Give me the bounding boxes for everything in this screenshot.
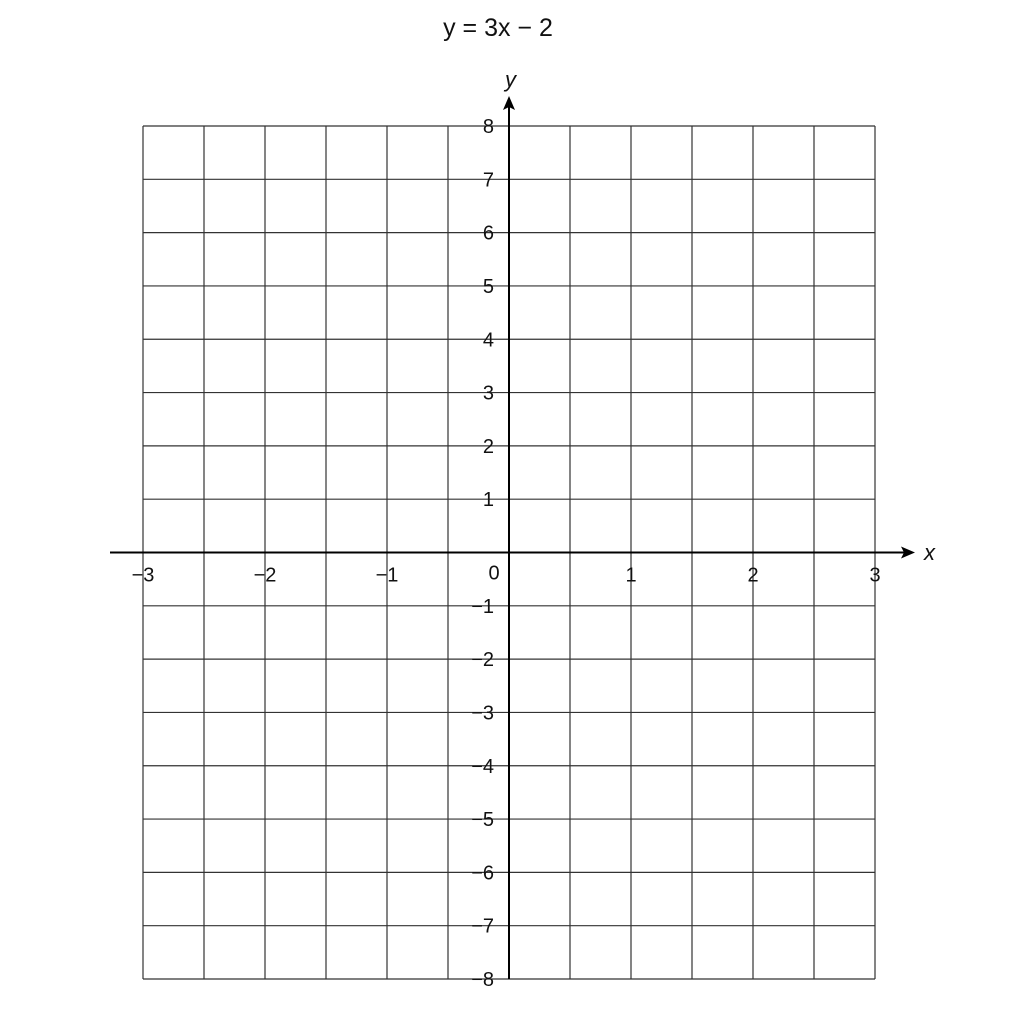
axes <box>110 96 915 979</box>
y-tick-label: 2 <box>482 435 494 458</box>
origin-label: 0 <box>488 562 500 585</box>
y-tick-label: 1 <box>482 489 494 512</box>
y-tick-label: 6 <box>482 222 494 245</box>
x-tick-label: 3 <box>869 564 881 587</box>
x-axis-label: x <box>924 540 935 565</box>
x-tick-label: −2 <box>253 564 277 587</box>
y-tick-label: −4 <box>471 755 494 778</box>
y-tick-label: −7 <box>471 915 494 938</box>
y-tick-label: 8 <box>482 116 494 138</box>
y-tick-label: −8 <box>471 969 494 991</box>
y-tick-label: −1 <box>471 595 494 618</box>
chart-title: y = 3x − 2 <box>443 14 553 42</box>
x-tick-label: −3 <box>131 564 155 587</box>
x-tick-label: 2 <box>747 564 759 587</box>
x-tick-label: 1 <box>625 564 637 587</box>
x-tick-label: −1 <box>375 564 399 587</box>
y-tick-label: 4 <box>482 329 494 352</box>
y-tick-label: −6 <box>471 862 494 885</box>
y-axis-label: y <box>505 67 516 92</box>
y-tick-label: −5 <box>471 809 494 832</box>
y-tick-label: 5 <box>482 275 494 298</box>
y-tick-label: −2 <box>471 649 494 672</box>
y-tick-label: 7 <box>482 169 494 192</box>
y-tick-label: −3 <box>471 702 494 725</box>
y-tick-label: 3 <box>482 382 494 405</box>
